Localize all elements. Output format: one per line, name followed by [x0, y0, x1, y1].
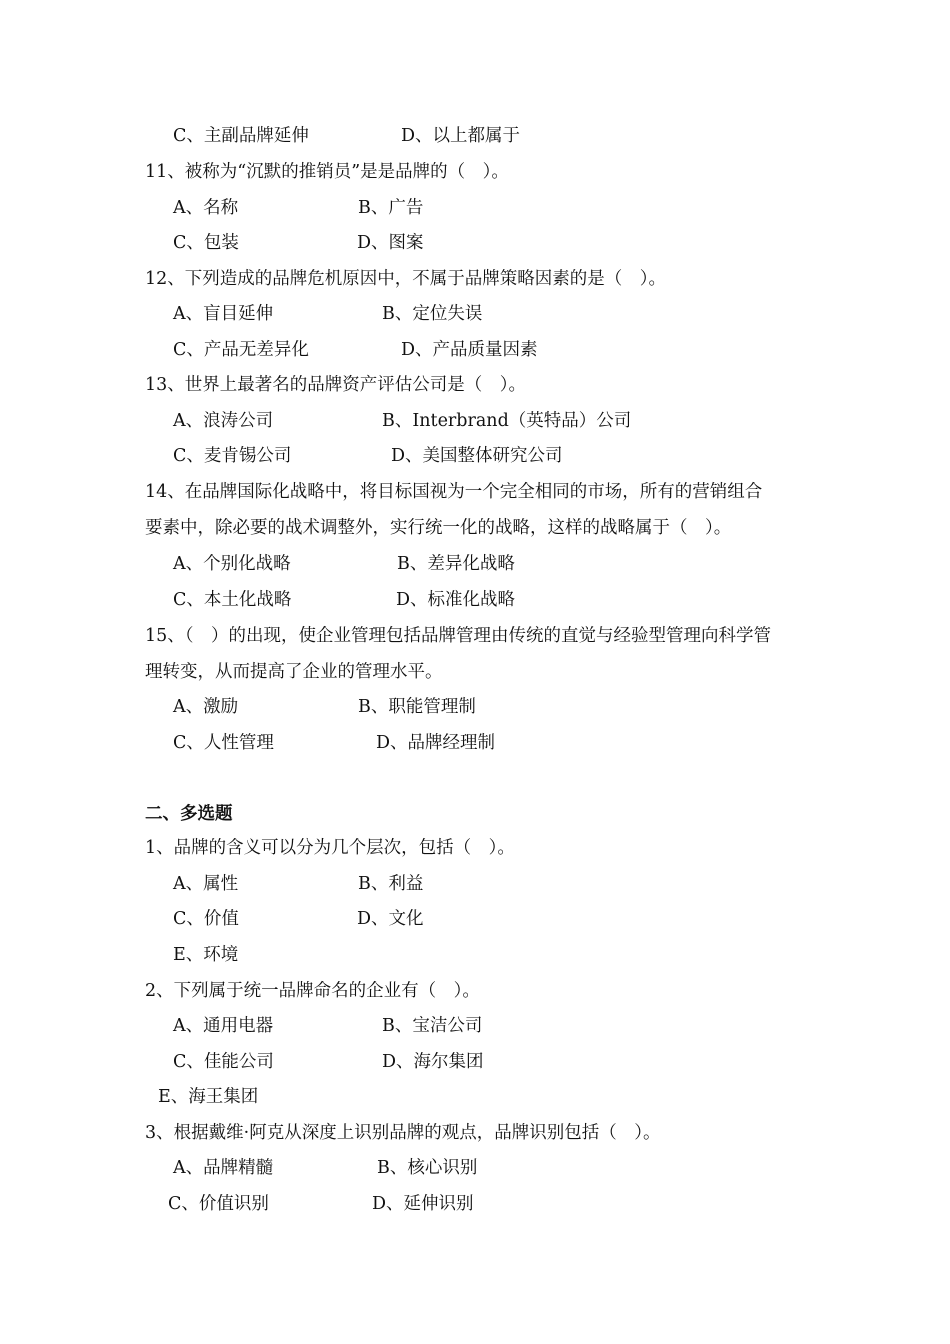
m2-option-b: B、宝洁公司 — [382, 1016, 483, 1036]
m2-option-d: D、海尔集团 — [382, 1052, 484, 1072]
q12-option-d: D、产品质量因素 — [401, 340, 538, 360]
q15-option-d: D、品牌经理制 — [376, 733, 496, 753]
q14-option-a: A、个别化战略 — [173, 554, 291, 574]
q13-option-a: A、浪涛公司 — [173, 411, 274, 431]
q11-option-c: C、包装 — [173, 233, 239, 253]
m1-stem: 1、品牌的含义可以分为几个层次，包括（ ）。 — [145, 838, 515, 858]
q15-option-c: C、人性管理 — [173, 733, 274, 753]
q14-stem-line2: 要素中，除必要的战术调整外，实行统一化的战略，这样的战略属于（ ）。 — [145, 518, 732, 538]
q12-option-c: C、产品无差异化 — [173, 340, 309, 360]
q15-stem-line1: 15、（ ）的出现，使企业管理包括品牌管理由传统的直觉与经验型管理向科学管 — [145, 626, 772, 646]
q13-option-d: D、美国整体研究公司 — [391, 446, 563, 466]
m2-option-a: A、通用电器 — [173, 1016, 274, 1036]
m1-option-e: E、环境 — [173, 945, 239, 965]
q15-option-b: B、职能管理制 — [358, 697, 476, 717]
q10-option-d: D、以上都属于 — [401, 126, 521, 146]
q13-option-b: B、Interbrand（英特品）公司 — [382, 411, 632, 431]
m3-option-c: C、价值识别 — [168, 1194, 269, 1214]
m2-option-e: E、海王集团 — [158, 1087, 259, 1107]
q10-option-c: C、主副品牌延伸 — [173, 126, 309, 146]
section-heading-multiple-choice: 二、多选题 — [145, 804, 233, 824]
m3-option-a: A、品牌精髓 — [173, 1158, 274, 1178]
m3-stem: 3、根据戴维·阿克从深度上识别品牌的观点，品牌识别包括（ ）。 — [145, 1123, 661, 1143]
q14-stem-line1: 14、在品牌国际化战略中，将目标国视为一个完全相同的市场，所有的营销组合 — [145, 482, 763, 502]
q11-stem: 11、被称为“沉默的推销员”是是品牌的（ ）。 — [145, 162, 509, 182]
m1-option-d: D、文化 — [357, 909, 424, 929]
m2-option-c: C、佳能公司 — [173, 1052, 274, 1072]
q12-stem: 12、下列造成的品牌危机原因中，不属于品牌策略因素的是（ ）。 — [145, 269, 667, 289]
q11-option-b: B、广告 — [358, 198, 424, 218]
q14-option-d: D、标准化战略 — [396, 590, 516, 610]
q14-option-b: B、差异化战略 — [397, 554, 515, 574]
q11-option-d: D、图案 — [357, 233, 424, 253]
q15-option-a: A、激励 — [173, 697, 239, 717]
q12-option-b: B、定位失误 — [382, 304, 483, 324]
m3-option-d: D、延伸识别 — [372, 1194, 474, 1214]
m1-option-a: A、属性 — [173, 874, 239, 894]
q11-option-a: A、名称 — [173, 198, 239, 218]
q13-option-c: C、麦肯锡公司 — [173, 446, 292, 466]
m3-option-b: B、核心识别 — [377, 1158, 478, 1178]
q12-option-a: A、盲目延伸 — [173, 304, 274, 324]
m1-option-c: C、价值 — [173, 909, 239, 929]
q15-stem-line2: 理转变，从而提高了企业的管理水平。 — [145, 662, 443, 682]
m2-stem: 2、下列属于统一品牌命名的企业有（ ）。 — [145, 981, 480, 1001]
m1-option-b: B、利益 — [358, 874, 424, 894]
q14-option-c: C、本土化战略 — [173, 590, 292, 610]
q13-stem: 13、世界上最著名的品牌资产评估公司是（ ）。 — [145, 375, 527, 395]
